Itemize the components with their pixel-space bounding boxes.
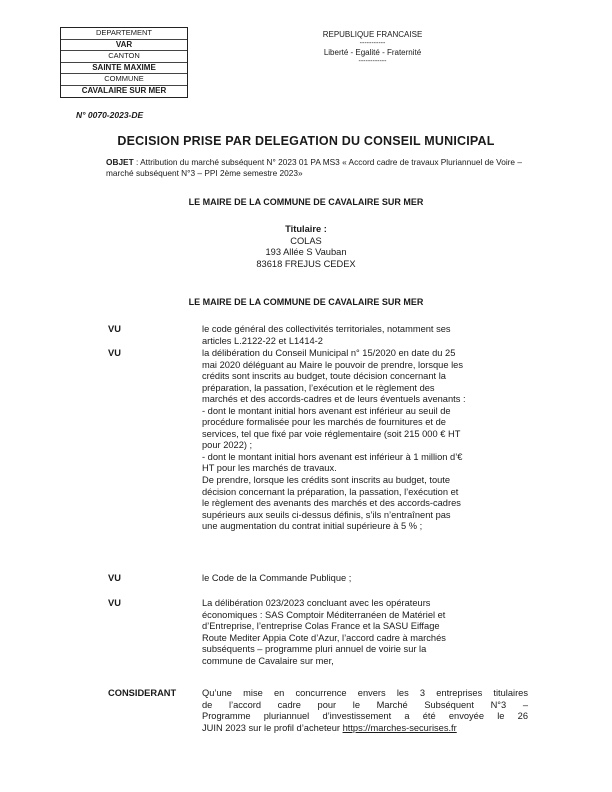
clause-line: une augmentation du contrat initial supérieure à 5 % ; (202, 521, 423, 532)
titulaire-label: Titulaire : (285, 224, 327, 234)
clause-line: d’Entreprise, l’entreprise Colas France et la SASU Eiffage (202, 621, 440, 632)
clause-line: procédure formalisée pour les marchés de fournitures et de (202, 417, 446, 428)
clause-key: CONSIDERANT (108, 688, 177, 698)
clause-line: Route Mediter Appia Cote d’Azur, l’accord cadre à marchés (202, 632, 446, 643)
departement-value: VAR (61, 40, 187, 52)
clause-line: de l’accord cadre pour le Marché Subséquent N°3 – (202, 699, 528, 710)
clause-line: mai 2020 déléguant au Maire le pouvoir de prendre, lorsque les (202, 359, 463, 370)
clause-line: la délibération du Conseil Municipal n° 15/2020 en date du 25 (202, 348, 456, 358)
clause-line: économiques : SAS Comptoir Méditerranéen de Matériel et (202, 609, 446, 620)
republic-separator-2: ------------ (358, 58, 387, 65)
titulaire-block (0, 224, 612, 270)
clause-line: commune de Cavalaire sur mer, (202, 655, 334, 666)
maire-heading-2: LE MAIRE DE LA COMMUNE DE CAVALAIRE SUR MER (188, 297, 424, 307)
clause-text (202, 688, 528, 734)
clause-line: préparation, la passation, l’exécution et le règlement des (202, 382, 435, 393)
clause-line: Qu’une mise en concurrence envers les 3 entreprises titulaires (202, 688, 528, 698)
clause-line: marchés et des accords-cadres et de leurs éventuels avenants : (202, 394, 466, 405)
clause-line: La délibération 023/2023 concluant avec les opérateurs (202, 598, 431, 608)
clause-line: HT pour les marchés de travaux. (202, 463, 337, 474)
republic-motto: Liberté - Egalité - Fraternité (323, 48, 422, 57)
titulaire-address: 193 Allée S Vauban (265, 247, 347, 257)
canton-label: CANTON (61, 51, 187, 63)
clause-line-with-link (202, 723, 528, 735)
commune-value: CAVALAIRE SUR MER (81, 85, 167, 95)
republic-name: REPUBLIQUE FRANCAISE (322, 30, 423, 39)
clause-key: VU (108, 348, 121, 358)
clause-line: le code général des collectivités territoriales, notamment ses (202, 324, 451, 334)
clause-text (202, 348, 528, 533)
clause-text (202, 573, 528, 585)
clause-line: pour 2022) ; (202, 440, 253, 451)
clause-line: le règlement des avenants des marchés et des accords-cadres (202, 498, 461, 509)
clause-line: Programme pluriannuel d’investissement a été envoyée le 26 (202, 711, 528, 722)
administrative-box (60, 27, 188, 98)
decision-reference: N° 0070-2023-DE (76, 110, 144, 120)
clause-line: services, tel que fixé par voie réglementaire (soit 215 000 € HT (202, 428, 461, 439)
objet-text: : Attribution du marché subséquent N° 2023 01 PA MS3 « Accord cadre de travaux Pluriannuel de Voire – marché subséquent N°3 – PPI 2ème semestre 2023» (106, 157, 522, 178)
clause-line: articles L.2122-22 et L1414-2 (202, 335, 323, 346)
clause-line: décision concernant la préparation, la passation, l’exécution et (202, 486, 459, 497)
titulaire-city: 83618 FREJUS CEDEX (256, 258, 356, 269)
clause-key: VU (108, 598, 121, 608)
maire-heading-1: LE MAIRE DE LA COMMUNE DE CAVALAIRE SUR MER (188, 197, 424, 207)
clause-line: JUIN 2023 sur le profil d’acheteur (202, 722, 343, 733)
clause-line: supérieurs aux seuils ci-dessus définis, s’ils n’entraînent pas (202, 509, 451, 520)
clause-line: - dont le montant initial hors avenant est inférieur à 1 million d’€ (202, 451, 463, 462)
document-title: DECISION PRISE PAR DELEGATION DU CONSEIL MUNICIPAL (117, 134, 495, 148)
clause-text (202, 324, 528, 347)
objet-label: OBJET (106, 157, 134, 167)
clause-line: De prendre, lorsque les crédits sont inscrits au budget, toute (202, 475, 451, 486)
clause-key: VU (108, 324, 121, 334)
clause-text (202, 598, 528, 667)
clause-line: - dont le montant initial hors avenant est inférieur au seuil de (202, 405, 451, 416)
canton-value: SAINTE MAXIME (61, 63, 187, 75)
clause-line: crédits sont inscrits au budget, toute décision concernant la (202, 371, 446, 382)
departement-label: DEPARTEMENT (61, 28, 187, 40)
objet-paragraph (106, 157, 522, 178)
commune-label: COMMUNE (61, 74, 187, 86)
titulaire-name: COLAS (290, 235, 322, 246)
clause-line: subséquents – programme pluri annuel de voirie sur la (202, 644, 427, 655)
republic-header (290, 29, 455, 65)
clause-key: VU (108, 573, 121, 583)
clause-line: le Code de la Commande Publique ; (202, 573, 352, 583)
republic-separator: ----------- (359, 40, 386, 47)
marches-securises-link[interactable]: https://marches-securises.fr (342, 722, 457, 733)
